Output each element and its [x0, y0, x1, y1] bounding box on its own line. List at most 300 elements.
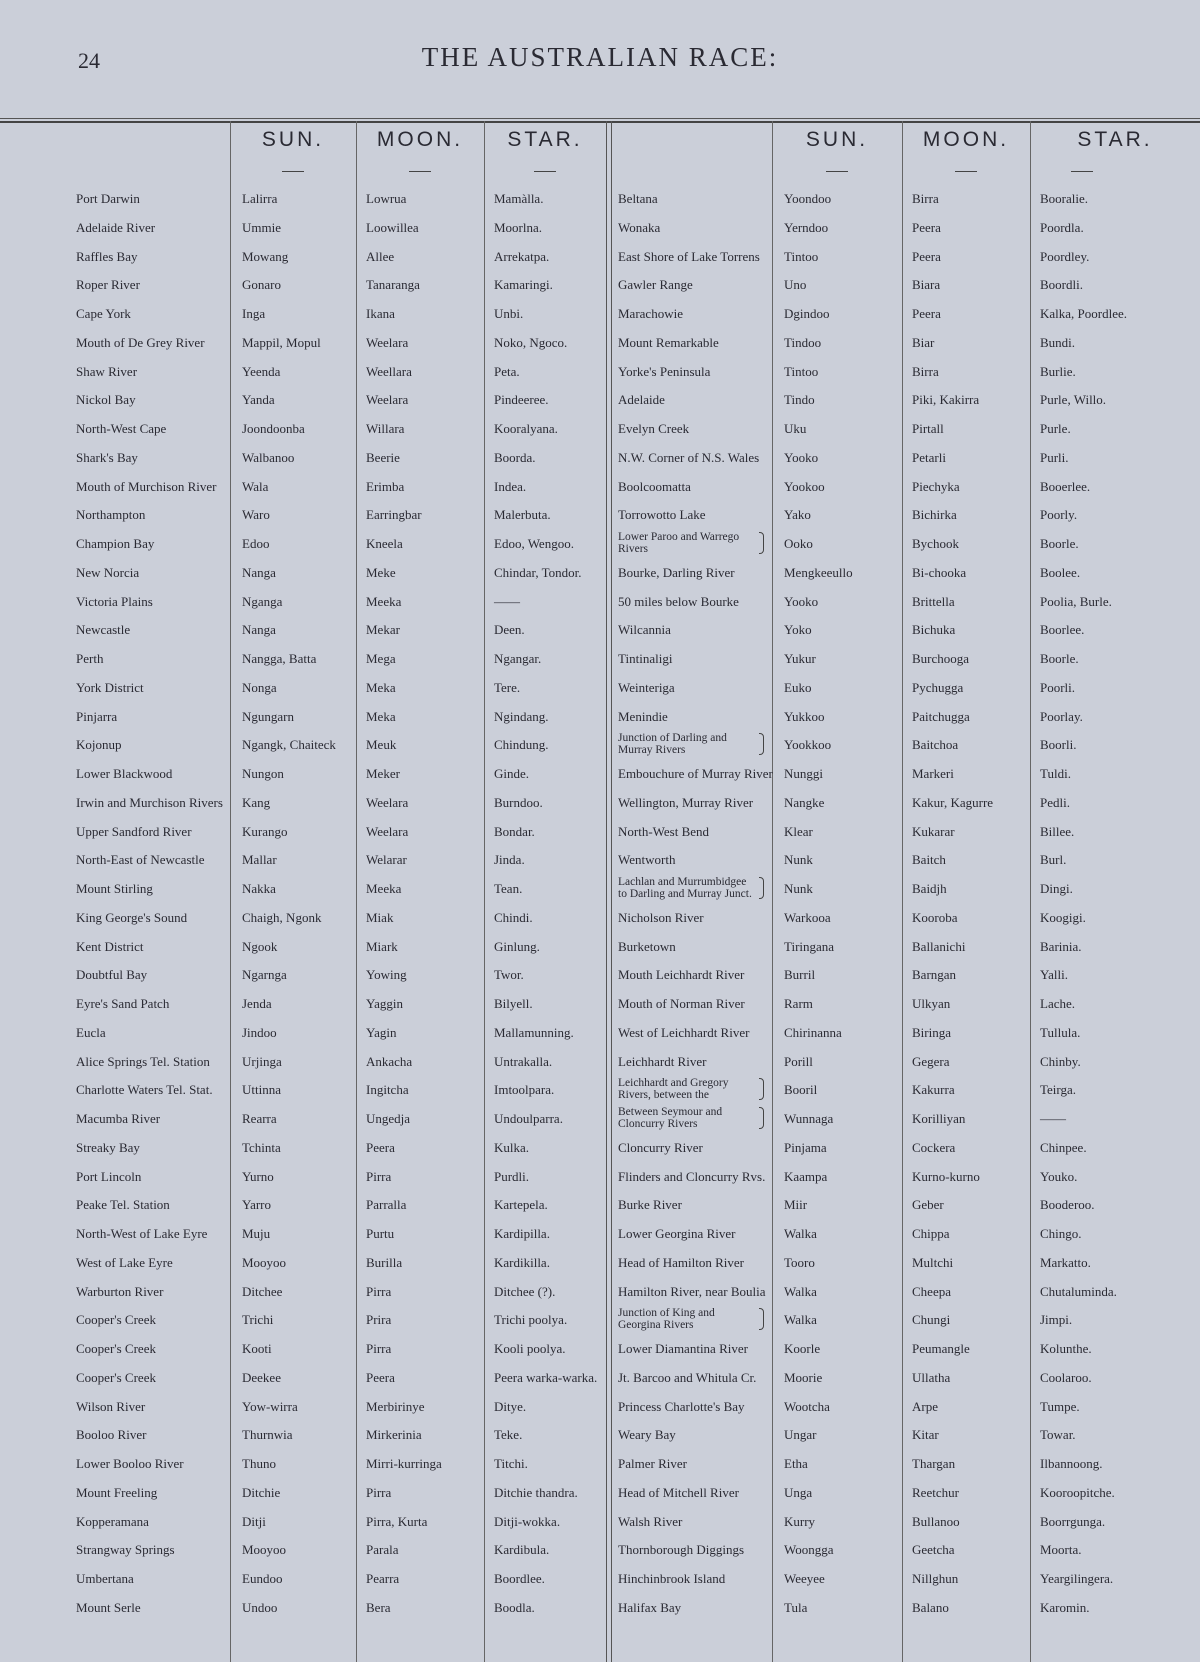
right-star-cell: Billee. — [1040, 823, 1075, 839]
left-place-cell: Mount Serle — [76, 1599, 141, 1615]
right-table-row — [0, 278, 1200, 304]
right-moon-cell: Ulkyan — [912, 996, 951, 1011]
right-place-cell: Beltana — [618, 191, 658, 206]
right-place-cell: Hamilton River, near Boulia — [618, 1283, 766, 1299]
right-sun-cell: Weeyee — [784, 1571, 825, 1586]
left-sun-cell: Mappil, Mopul — [242, 334, 321, 350]
right-sun-cell: Nunk — [784, 881, 813, 896]
left-star-cell: Ginde. — [494, 766, 530, 781]
right-place-cell: Palmer River — [618, 1456, 687, 1471]
left-place-cell: Eucla — [76, 1024, 106, 1040]
right-place-cell: Torrowotto Lake — [618, 507, 706, 523]
left-sun-cell: Jenda — [242, 996, 272, 1011]
left-place-cell: North-West Cape — [76, 421, 167, 436]
right-sun-cell: Miir — [784, 1197, 808, 1213]
right-star-cell: —— — [1040, 1111, 1066, 1126]
left-place-cell: North-West of Lake Eyre — [76, 1226, 208, 1241]
right-table-row — [0, 566, 1200, 592]
right-table-row — [0, 480, 1200, 506]
left-sun-cell: Kurango — [242, 823, 288, 839]
right-star-cell: Chinpee. — [1040, 1139, 1087, 1155]
right-sun-cell: Tindoo — [784, 334, 822, 350]
left-place-cell: Warburton River — [76, 1283, 164, 1299]
right-place-cell: Junction of Darling and Murray Rivers — [618, 732, 758, 756]
left-sun-cell: Nungon — [242, 766, 284, 781]
left-sun-cell: Wala — [242, 478, 269, 494]
right-table-row — [0, 1601, 1200, 1627]
right-place-cell: Princess Charlotte's Bay — [618, 1398, 745, 1414]
left-place-cell: Adelaide River — [76, 219, 156, 235]
right-place-cell: Mouth of Norman River — [618, 996, 745, 1011]
left-star-cell: Kardipilla. — [494, 1226, 550, 1241]
right-moon-cell: Kooroba — [912, 909, 958, 925]
right-table-row — [0, 968, 1200, 994]
right-place-cell: Hinchinbrook Island — [618, 1571, 726, 1586]
right-moon-cell: Baidjh — [912, 881, 947, 896]
left-sun-cell: Rearra — [242, 1111, 277, 1126]
right-sun-cell: Kaampa — [784, 1168, 828, 1184]
left-place-cell: Charlotte Waters Tel. Stat. — [76, 1082, 213, 1098]
left-moon-cell: Willara — [366, 421, 405, 436]
right-place-cell: Menindie — [618, 708, 668, 724]
left-star-cell: Kartepela. — [494, 1197, 548, 1213]
right-sun-cell: Yako — [784, 507, 811, 523]
left-sun-cell: Gonaro — [242, 277, 281, 293]
right-place-cell: Wellington, Murray River — [618, 794, 754, 810]
right-moon-cell: Birra — [912, 191, 939, 206]
left-place-cell: York District — [76, 679, 144, 695]
right-table-row — [0, 997, 1200, 1023]
right-table-row — [0, 192, 1200, 218]
right-sun-cell: Etha — [784, 1456, 808, 1471]
left-moon-cell: Peera — [366, 1369, 395, 1385]
left-sun-cell: Mooyoo — [242, 1542, 287, 1558]
right-star-cell: Boorrgunga. — [1040, 1513, 1106, 1529]
left-star-cell: Noko, Ngoco. — [494, 334, 568, 350]
left-place-cell: Wilson River — [76, 1398, 146, 1414]
right-moon-cell: Kakurra — [912, 1082, 955, 1098]
left-sun-cell: Lalirra — [242, 191, 278, 206]
left-star-cell: Peta. — [494, 363, 520, 379]
right-place-cell: Leichhardt River — [618, 1053, 707, 1069]
right-place-cell: Thornborough Diggings — [618, 1542, 745, 1558]
right-moon-cell: Geber — [912, 1197, 944, 1213]
right-moon-cell: Reetchur — [912, 1484, 959, 1500]
left-sun-cell: Ngungarn — [242, 708, 294, 724]
left-moon-cell: Peera — [366, 1139, 395, 1155]
right-table-row — [0, 1543, 1200, 1569]
left-star-cell: Jinda. — [494, 852, 525, 868]
left-sun-cell: Chaigh, Ngonk — [242, 909, 322, 925]
right-star-cell: Boorlee. — [1040, 622, 1085, 638]
right-sun-cell: Ooko — [784, 536, 813, 551]
page-number: 24 — [78, 48, 100, 73]
left-moon-cell: Beerie — [366, 449, 400, 465]
right-moon-cell: Peumangle — [912, 1341, 970, 1356]
left-star-cell: Imtoolpara. — [494, 1082, 555, 1098]
right-moon-cell: Peera — [912, 306, 941, 321]
right-table-row — [0, 732, 1200, 764]
right-table-row — [0, 1227, 1200, 1253]
right-sun-cell: Yookkoo — [784, 737, 832, 753]
left-moon-cell: Meuk — [366, 737, 397, 753]
right-star-cell: Boorli. — [1040, 737, 1077, 753]
left-place-cell: Champion Bay — [76, 536, 155, 551]
right-table-row — [0, 1572, 1200, 1598]
right-sun-cell: Walka — [784, 1312, 817, 1328]
right-place-cell: Marachowie — [618, 306, 683, 321]
left-star-cell: Ditji-wokka. — [494, 1513, 561, 1529]
right-place-cell: Head of Mitchell River — [618, 1484, 739, 1500]
right-moon-cell: Bi-chooka — [912, 564, 967, 580]
left-place-cell: Cooper's Creek — [76, 1369, 156, 1385]
left-moon-cell: Meka — [366, 679, 396, 695]
right-sun-cell: Chirinanna — [784, 1024, 842, 1040]
left-sun-cell: Kang — [242, 794, 271, 810]
left-place-cell: Mouth of De Grey River — [76, 334, 205, 350]
right-star-cell: Poorly. — [1040, 507, 1078, 523]
left-place-cell: Strangway Springs — [76, 1542, 175, 1558]
right-star-cell: Burl. — [1040, 852, 1067, 868]
left-place-cell: Kent District — [76, 938, 144, 954]
left-moon-cell: Loowillea — [366, 219, 419, 235]
left-sun-cell: Waro — [242, 507, 270, 523]
left-star-cell: Purdli. — [494, 1168, 530, 1184]
right-star-cell: Towar. — [1040, 1427, 1076, 1443]
right-table-row — [0, 876, 1200, 908]
right-moon-cell: Gegera — [912, 1053, 950, 1069]
right-table-row — [0, 393, 1200, 419]
right-table-row — [0, 1486, 1200, 1512]
right-table-row — [0, 508, 1200, 534]
right-star-cell: Booderoo. — [1040, 1197, 1095, 1213]
right-star-cell: Lache. — [1040, 996, 1076, 1011]
left-star-cell: Ditchie thandra. — [494, 1484, 578, 1500]
right-place-cell: Lower Georgina River — [618, 1226, 736, 1241]
right-table-row — [0, 853, 1200, 879]
header-sun-left: SUN. — [261, 128, 325, 151]
left-place-cell: Victoria Plains — [76, 593, 153, 609]
left-moon-cell: Tanaranga — [366, 277, 420, 293]
right-sun-cell: Wootcha — [784, 1398, 830, 1414]
left-place-cell: Cooper's Creek — [76, 1312, 156, 1328]
right-place-cell: Cloncurry River — [618, 1139, 703, 1155]
right-star-cell: Koogigi. — [1040, 909, 1086, 925]
right-sun-cell: Nunk — [784, 852, 813, 868]
right-moon-cell: Piechyka — [912, 478, 960, 494]
right-table-row — [0, 911, 1200, 937]
header-moon-left: MOON. — [376, 128, 464, 151]
left-place-cell: Mount Stirling — [76, 881, 153, 896]
right-star-cell: Purle. — [1040, 421, 1071, 436]
left-sun-cell: Ngarnga — [242, 967, 287, 983]
left-sun-cell: Inga — [242, 306, 266, 321]
left-moon-cell: Meker — [366, 766, 400, 781]
left-place-cell: Irwin and Murchison Rivers — [76, 794, 223, 810]
header-dash — [282, 171, 304, 172]
left-sun-cell: Nanga — [242, 622, 276, 638]
left-moon-cell: Ungedja — [366, 1111, 411, 1126]
left-sun-cell: Nganga — [242, 593, 283, 609]
left-sun-cell: Nakka — [242, 881, 276, 896]
left-moon-cell: Pearra — [366, 1571, 400, 1586]
left-star-cell: Ginlung. — [494, 938, 540, 954]
right-star-cell: Youko. — [1040, 1168, 1078, 1184]
left-sun-cell: Trichi — [242, 1312, 274, 1328]
right-star-cell: Chingo. — [1040, 1226, 1082, 1241]
right-star-cell: Teirga. — [1040, 1082, 1077, 1098]
right-table-row — [0, 1026, 1200, 1052]
left-sun-cell: Tchinta — [242, 1139, 281, 1155]
left-sun-cell: Jindoo — [242, 1024, 277, 1040]
right-sun-cell: Porill — [784, 1053, 813, 1069]
left-place-cell: Streaky Bay — [76, 1139, 140, 1155]
right-star-cell: Boordli. — [1040, 277, 1083, 293]
right-star-cell: Markatto. — [1040, 1254, 1091, 1270]
right-moon-cell: Kukarar — [912, 823, 955, 839]
right-moon-cell: Baitchoa — [912, 737, 959, 753]
right-moon-cell: Bychook — [912, 536, 959, 551]
right-star-cell: Kalka, Poordlee. — [1040, 306, 1128, 321]
left-star-cell: Unbi. — [494, 306, 524, 321]
left-moon-cell: Weelara — [366, 334, 409, 350]
header-moon-right: MOON. — [922, 128, 1010, 151]
left-moon-cell: Weelara — [366, 823, 409, 839]
left-sun-cell: Joondoonba — [242, 421, 305, 436]
left-moon-cell: Ikana — [366, 306, 395, 321]
right-moon-cell: Thargan — [912, 1456, 956, 1471]
right-star-cell: Poordley. — [1040, 248, 1090, 264]
left-sun-cell: Edoo — [242, 536, 270, 551]
right-sun-cell: Burril — [784, 967, 816, 983]
left-moon-cell: Yagin — [366, 1024, 397, 1040]
left-sun-cell: Ngook — [242, 938, 278, 954]
right-star-cell: Karomin. — [1040, 1599, 1090, 1615]
left-moon-cell: Pirra — [366, 1283, 392, 1299]
right-table-row — [0, 1077, 1200, 1109]
right-table-row — [0, 767, 1200, 793]
right-sun-cell: Tula — [784, 1599, 808, 1615]
right-moon-cell: Burchooga — [912, 651, 970, 666]
left-star-cell: Trichi poolya. — [494, 1312, 568, 1328]
left-star-cell: Ngangar. — [494, 651, 542, 666]
right-place-cell: Between Seymour and Cloncurry Rivers — [618, 1106, 758, 1130]
right-moon-cell: Baitch — [912, 852, 946, 868]
right-sun-cell: Walka — [784, 1283, 817, 1299]
left-moon-cell: Meke — [366, 564, 396, 580]
right-place-cell: Bourke, Darling River — [618, 564, 735, 580]
right-place-cell: Tintinaligi — [618, 651, 673, 666]
right-table-row — [0, 365, 1200, 391]
left-place-cell: Cape York — [76, 306, 131, 321]
right-place-cell: Wonaka — [618, 219, 661, 235]
right-moon-cell: Chungi — [912, 1312, 951, 1328]
left-star-cell: Undoulparra. — [494, 1111, 563, 1126]
right-star-cell: Moorta. — [1040, 1542, 1082, 1558]
left-star-cell: Pindeeree. — [494, 392, 549, 408]
right-table-row — [0, 250, 1200, 276]
right-moon-cell: Paitchugga — [912, 708, 970, 724]
right-table-row — [0, 681, 1200, 707]
right-moon-cell: Geetcha — [912, 1542, 955, 1558]
right-sun-cell: Nangke — [784, 794, 825, 810]
left-star-cell: Bondar. — [494, 823, 535, 839]
left-star-cell: Tean. — [494, 881, 523, 896]
left-place-cell: Perth — [76, 651, 104, 666]
left-sun-cell: Eundoo — [242, 1571, 283, 1586]
right-place-cell: Flinders and Cloncurry Rvs. — [618, 1168, 766, 1184]
left-place-cell: Newcastle — [76, 622, 131, 638]
right-moon-cell: Ballanichi — [912, 938, 966, 954]
left-star-cell: Kardibula. — [494, 1542, 550, 1558]
right-star-cell: Poorlay. — [1040, 708, 1083, 724]
left-moon-cell: Meka — [366, 708, 396, 724]
right-place-cell: Lachlan and Murrumbidgee to Darling and Murray Junct. — [618, 876, 758, 900]
left-star-cell: Moorlna. — [494, 219, 543, 235]
right-sun-cell: Woongga — [784, 1542, 834, 1558]
left-place-cell: Upper Sandford River — [76, 823, 192, 839]
right-place-cell: North-West Bend — [618, 823, 710, 839]
left-moon-cell: Meeka — [366, 881, 402, 896]
right-moon-cell: Markeri — [912, 766, 954, 781]
right-star-cell: Yalli. — [1040, 967, 1068, 983]
left-place-cell: New Norcia — [76, 564, 140, 580]
left-star-cell: Malerbuta. — [494, 507, 551, 523]
header-dash — [534, 171, 556, 172]
right-sun-cell: Kurry — [784, 1513, 816, 1529]
left-star-cell: Mamàlla. — [494, 191, 544, 206]
right-moon-cell: Barngan — [912, 967, 957, 983]
right-moon-cell: Balano — [912, 1599, 949, 1615]
right-moon-cell: Biara — [912, 277, 941, 293]
right-moon-cell: Cockera — [912, 1139, 956, 1155]
left-sun-cell: Uttinna — [242, 1082, 281, 1098]
right-table-row — [0, 595, 1200, 621]
right-table-row — [0, 451, 1200, 477]
right-sun-cell: Euko — [784, 679, 812, 695]
right-star-cell: Kolunthe. — [1040, 1341, 1092, 1356]
left-moon-cell: Burilla — [366, 1254, 403, 1270]
right-star-cell: Chinby. — [1040, 1053, 1081, 1069]
left-sun-cell: Thurnwia — [242, 1427, 293, 1443]
right-table-row — [0, 1256, 1200, 1282]
right-moon-cell: Petarli — [912, 449, 946, 465]
left-place-cell: North-East of Newcastle — [76, 852, 205, 868]
right-moon-cell: Multchi — [912, 1254, 954, 1270]
right-table-row — [0, 796, 1200, 822]
left-moon-cell: Weelara — [366, 392, 409, 408]
right-sun-cell: Warkooa — [784, 909, 831, 925]
left-star-cell: Tere. — [494, 679, 521, 695]
left-star-cell: Kooralyana. — [494, 421, 558, 436]
right-sun-cell: Tintoo — [784, 363, 819, 379]
left-place-cell: Port Lincoln — [76, 1168, 142, 1184]
left-star-cell: Titchi. — [494, 1456, 528, 1471]
right-star-cell: Purli. — [1040, 449, 1069, 465]
left-star-cell: Boodla. — [494, 1599, 535, 1615]
right-moon-cell: Bullanoo — [912, 1513, 960, 1529]
left-sun-cell: Kooti — [242, 1341, 272, 1356]
left-place-cell: Raffles Bay — [76, 248, 138, 264]
header-dash — [409, 171, 431, 172]
left-place-cell: Mount Freeling — [76, 1484, 158, 1500]
top-rule-thick — [0, 121, 1200, 123]
right-table-row — [0, 1400, 1200, 1426]
left-star-cell: Arrekatpa. — [494, 248, 550, 264]
left-moon-cell: Parralla — [366, 1197, 407, 1213]
left-star-cell: Deen. — [494, 622, 525, 638]
left-place-cell: Doubtful Bay — [76, 967, 148, 983]
right-star-cell: Poordla. — [1040, 219, 1084, 235]
right-table-row — [0, 710, 1200, 736]
header-sun-right: SUN. — [805, 128, 869, 151]
left-place-cell: Nickol Bay — [76, 392, 136, 408]
left-place-cell: Mouth of Murchison River — [76, 478, 217, 494]
right-table-row — [0, 336, 1200, 362]
right-sun-cell: Yooko — [784, 449, 819, 465]
left-moon-cell: Mirri-kurringa — [366, 1456, 442, 1471]
right-place-cell: Leichhardt and Gregory Rivers, between the — [618, 1077, 758, 1101]
right-table-row — [0, 1198, 1200, 1224]
right-sun-cell: Yukur — [784, 651, 816, 666]
right-moon-cell: Ullatha — [912, 1369, 951, 1385]
left-moon-cell: Miark — [366, 938, 398, 954]
left-moon-cell: Pirra — [366, 1341, 392, 1356]
right-table-row — [0, 825, 1200, 851]
left-star-cell: Untrakalla. — [494, 1053, 553, 1069]
right-table-row — [0, 221, 1200, 247]
right-star-cell: Chutaluminda. — [1040, 1283, 1117, 1299]
right-place-cell: Gawler Range — [618, 277, 693, 293]
right-place-cell: West of Leichhardt River — [618, 1024, 750, 1040]
right-moon-cell: Chippa — [912, 1226, 950, 1241]
left-place-cell: Shark's Bay — [76, 449, 138, 465]
right-place-cell: Wilcannia — [618, 622, 671, 638]
right-table-row — [0, 1285, 1200, 1311]
left-place-cell: Macumba River — [76, 1111, 161, 1126]
right-moon-cell: Bichirka — [912, 507, 957, 523]
right-star-cell: Purle, Willo. — [1040, 392, 1107, 408]
left-star-cell: Chindung. — [494, 737, 549, 753]
right-place-cell: Lower Paroo and Warrego Rivers — [618, 531, 758, 555]
right-sun-cell: Walka — [784, 1226, 817, 1241]
right-place-cell: Mount Remarkable — [618, 334, 719, 350]
left-star-cell: Peera warka-warka. — [494, 1369, 598, 1385]
left-sun-cell: Undoo — [242, 1599, 278, 1615]
left-sun-cell: Yurno — [242, 1168, 274, 1184]
right-table-row — [0, 1371, 1200, 1397]
left-star-cell: Kamaringi. — [494, 277, 553, 293]
right-moon-cell: Kurno-kurno — [912, 1168, 980, 1184]
left-sun-cell: Nangga, Batta — [242, 651, 317, 666]
right-place-cell: East Shore of Lake Torrens — [618, 248, 760, 264]
left-moon-cell: Mirkerinia — [366, 1427, 422, 1443]
left-moon-cell: Ingitcha — [366, 1082, 409, 1098]
left-star-cell: Kardikilla. — [494, 1254, 550, 1270]
right-sun-cell: Wunnaga — [784, 1111, 834, 1126]
left-sun-cell: Nanga — [242, 564, 276, 580]
right-sun-cell: Koorle — [784, 1341, 821, 1356]
running-head: THE AUSTRALIAN RACE: — [421, 42, 779, 72]
right-place-cell: Junction of King and Georgina Rivers — [618, 1307, 758, 1331]
right-place-cell: Halifax Bay — [618, 1599, 682, 1615]
left-place-cell: Port Darwin — [76, 191, 140, 206]
right-table-row — [0, 1141, 1200, 1167]
right-sun-cell: Uno — [784, 277, 807, 293]
right-moon-cell: Bichuka — [912, 622, 956, 638]
right-star-cell: Poorli. — [1040, 679, 1076, 695]
right-star-cell: Booerlee. — [1040, 478, 1091, 494]
